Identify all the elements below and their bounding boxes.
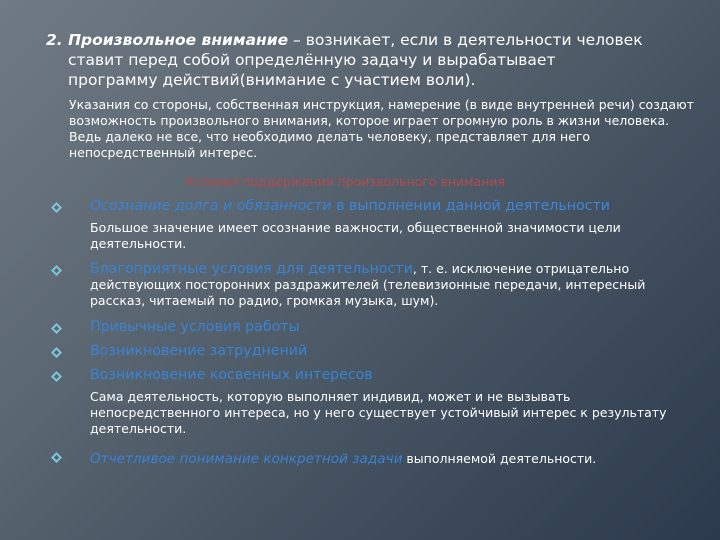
bullet-1-detail: Большое значение имеет осознание важности, общественной значимости цели деятельности. — [90, 220, 621, 251]
heading-block — [46, 30, 686, 90]
bullet-2-rest: , т. е. исключение отрицательно действующих посторонних раздражителей (телевизионные передачи, интересный рассказ, читаемый по радио, громкая музыка, шум). — [90, 261, 646, 308]
bullet-1 — [90, 199, 610, 213]
bullet-5-lead: Возникновение косвенных интересов — [90, 367, 373, 383]
heading-line3: программу действий(внимание с участием воли). — [68, 71, 476, 89]
bullet-1-lead: Осознание долга и обязанности — [90, 198, 332, 214]
diamond-bullet-icon — [50, 264, 62, 276]
bullet-2-lead: Благоприятные условия для деятельности — [90, 261, 413, 277]
bullet-6-lead: Отчетливое понимание конкретной задачи — [90, 451, 403, 467]
conditions-heading: Условия поддержания произвольного внимания — [185, 174, 506, 189]
diamond-bullet-icon — [50, 322, 62, 334]
heading-rest-line1: – возникает, если в деятельности человек — [288, 31, 643, 49]
heading-line2: ставит перед собой определённую задачу и вырабатывает — [68, 51, 556, 69]
bullet-3-lead: Привычные условия работы — [90, 319, 300, 335]
diamond-bullet-icon — [50, 201, 62, 213]
bullet-6 — [90, 450, 596, 467]
bullet-2 — [90, 261, 700, 309]
diamond-bullet-icon — [50, 451, 62, 463]
bullet-5-detail: Сама деятельность, которую выполняет индивид, может и не вызывать непосредственного интереса, но у него существует устойчивый интерес к результату деятельности. — [90, 389, 667, 436]
heading-title: 2. Произвольное внимание — [46, 31, 289, 49]
intro-paragraph: Указания со стороны, собственная инструкция, намерение (в виде внутренней речи) создают возможность произвольного внимания, которое играет огромную роль в жизни человека. Ведь далеко не все, что необходимо делать человеку, представляет для него непосредственный интерес. — [69, 97, 694, 160]
diamond-bullet-icon — [50, 346, 62, 358]
bullet-4-lead: Возникновение затруднений — [90, 343, 308, 359]
bullet-1-rest: в выполнении данной деятельности — [331, 198, 610, 214]
diamond-bullet-icon — [50, 370, 62, 382]
bullet-6-rest: выполняемой деятельности. — [402, 451, 597, 466]
